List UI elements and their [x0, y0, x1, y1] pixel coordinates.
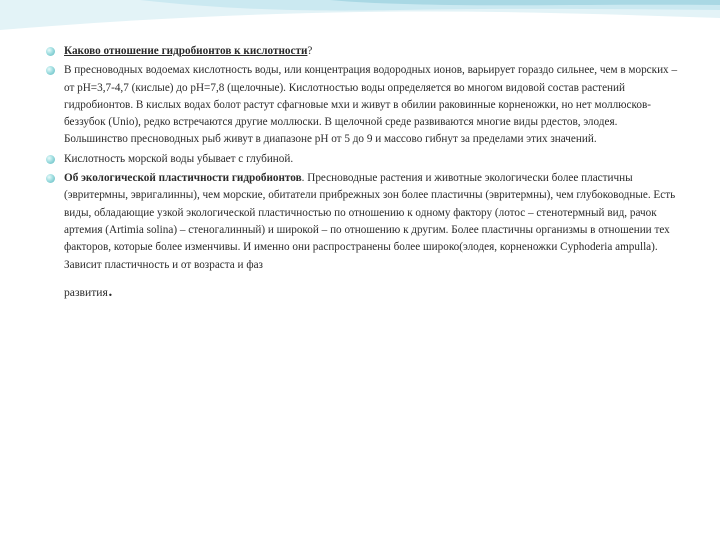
item-2-text: В пресноводных водоемах кислотность воды, или концентрация водородных ионов, варьирует гораздо сильнее, чем в морских – от рН=3,7-4,7 (кислые) до рН=7,8 (щелочные). Кислотностью воды определяется во многом видовой состав растений гидробионтов. В кислых водах болот растут сфагновые мхи и живут в обилии раковинные корненожки, но нет моллюсков-беззубок (Unio), редко встречаются другие моллюски. В щелочной среде развиваются многие виды рдестов, элодея. Большинство пресноводных рыб живут в диапазоне рН от 5 до 9 и массово гибнут за пределами этих значений.: [64, 64, 678, 146]
content-list: [44, 43, 680, 303]
bullet-icon: [46, 47, 55, 56]
bullet-icon: [46, 66, 55, 75]
item-1-bold-text: Каково отношение гидробионтов к кислотности: [64, 45, 308, 57]
list-item: [44, 62, 680, 148]
item-3-text: Кислотность морской воды убывает с глубиной.: [64, 152, 294, 165]
item-1-rest-text: ?: [307, 45, 313, 57]
item-4-tail-text: развития: [64, 285, 108, 299]
item-4-tail: [64, 278, 680, 301]
item-4-tail-dot: .: [107, 278, 113, 301]
list-item: [44, 170, 680, 301]
item-4-bold-text: Об экологической пластичности гидробионтов: [64, 172, 302, 185]
bullet-icon: [46, 155, 55, 164]
item-4-rest-text: . Пресноводные растения и животные экологически более пластичны (эвритермны, эвригалинны), чем морские, обитатели прибрежных зон более пластичны (эвритермны), чем глубоководные. Есть виды, обладающие узкой экологической пластичностью по отношению к одному фактору (лотос – стенотермный вид, рачок артемия (Artimia solina) – стеногалинный) и широкой – по отношению к другим. Более пластичны организмы в отношении тех факторов, которые более изменчивы. И именно они распространены более широко(элодея, корненожки Cyphoderia ampulla). Зависит пластичность и от возраста и фаз: [64, 172, 676, 271]
list-item: [44, 43, 680, 60]
list-item: [44, 151, 680, 168]
bullet-icon: [46, 174, 55, 183]
